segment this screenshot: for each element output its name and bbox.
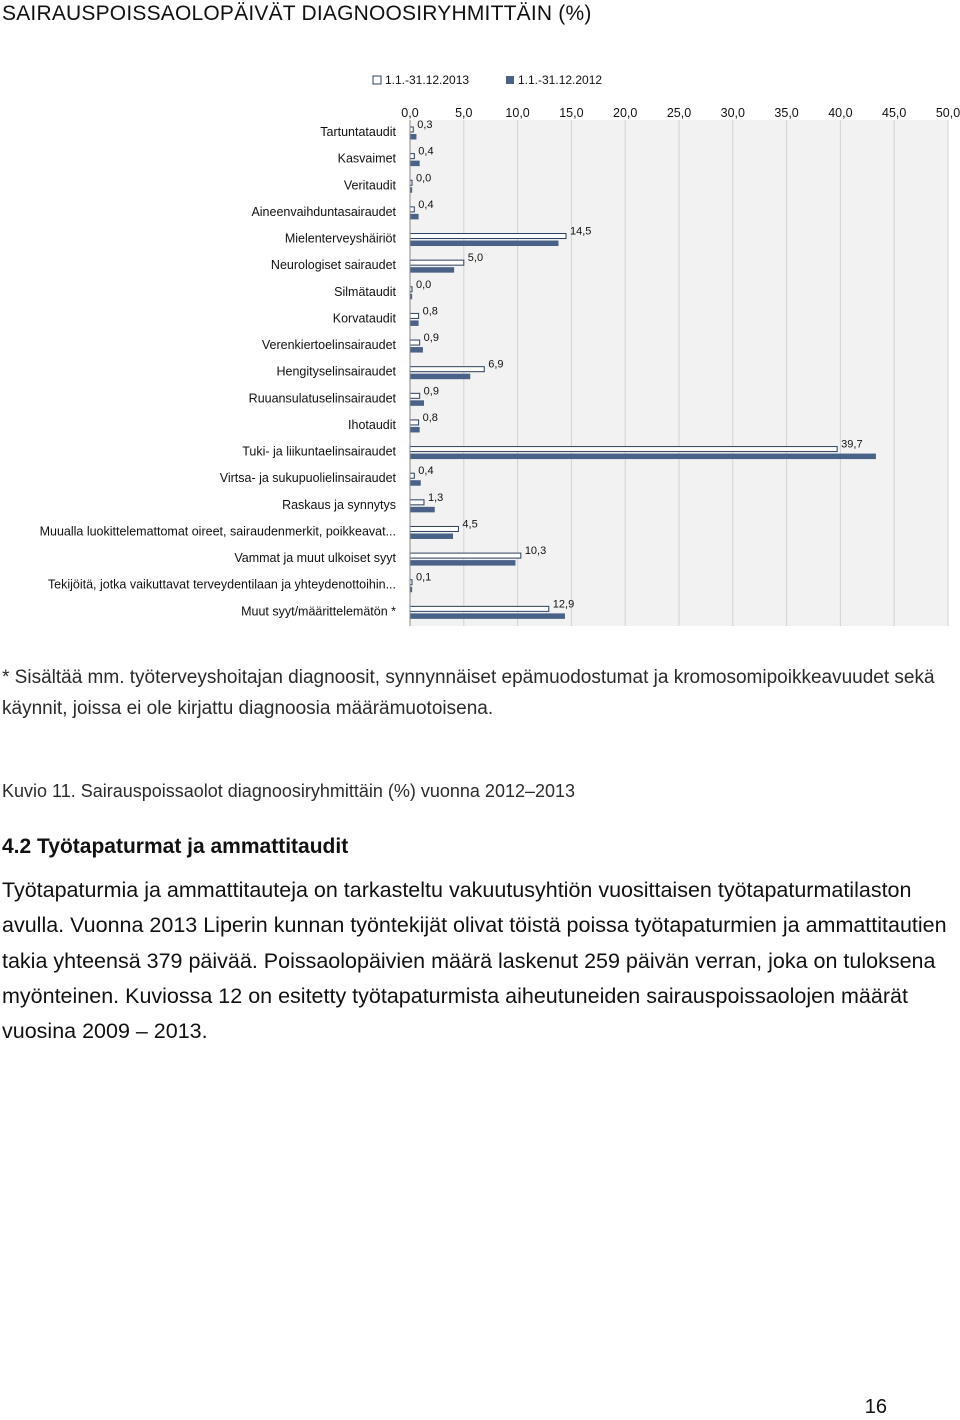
- bar-2013: [410, 447, 837, 452]
- bar-2012: [410, 347, 423, 353]
- bar-2012: [410, 214, 419, 220]
- data-label-2013: 10,3: [524, 545, 547, 558]
- bar-2012: [410, 374, 470, 380]
- data-label-2013: 0,4: [418, 145, 434, 158]
- data-label-2013: 0,0: [416, 278, 432, 291]
- bar-2013: [410, 340, 420, 345]
- category-label: Veritaudit: [343, 178, 396, 193]
- x-tick-label: 50,0: [935, 106, 960, 120]
- category-label: Hengityselinsairaudet: [276, 364, 396, 379]
- category-label: Ihotaudit: [348, 417, 396, 432]
- category-label: Tartuntataudit: [320, 125, 396, 139]
- bar-2012: [410, 560, 515, 566]
- data-label-2013: 0,1: [416, 571, 432, 584]
- bar-2013: [410, 526, 458, 531]
- bar-2013: [410, 393, 420, 398]
- category-label: Vammat ja muut ulkoiset syyt: [234, 551, 396, 566]
- x-tick-label: 10,0: [505, 106, 530, 120]
- bar-2012: [410, 507, 435, 513]
- category-label: Tekijöitä, jotka vaikuttavat terveydentilaan ja yhteydenottoihin...: [47, 577, 396, 592]
- bar-2013: [410, 420, 419, 425]
- data-label-2013: 5,0: [467, 252, 484, 265]
- bar-2012: [410, 427, 420, 433]
- x-tick-label: 0,0: [401, 106, 419, 120]
- bar-2012: [410, 320, 419, 326]
- category-label: Neurologiset sairaudet: [270, 258, 396, 273]
- category-label: Ruuansulatuselinsairaudet: [248, 391, 396, 406]
- category-label: Mielenterveyshäiriöt: [284, 231, 396, 246]
- x-tick-label: 35,0: [774, 106, 799, 120]
- bar-2013: [410, 500, 424, 505]
- bar-2012: [410, 400, 424, 406]
- data-label-2013: 0,4: [418, 465, 434, 478]
- bar-2013: [410, 207, 414, 212]
- bar-2013: [410, 234, 566, 239]
- category-label: Aineenvaihduntasairaudet: [251, 204, 396, 219]
- x-tick-label: 5,0: [455, 106, 473, 120]
- category-label: Silmätaudit: [334, 284, 396, 299]
- x-tick-label: 30,0: [720, 106, 745, 120]
- bar-2012: [410, 267, 454, 273]
- category-label: Tuki- ja liikuntaelinsairaudet: [242, 444, 396, 459]
- bar-2013: [410, 260, 464, 265]
- category-label: Kasvaimet: [337, 151, 396, 166]
- category-label: Muualla luokittelemattomat oireet, sairaudenmerkit, poikkeavat...: [39, 524, 396, 539]
- category-label: Raskaus ja synnytys: [282, 497, 396, 512]
- data-label-2013: 0,8: [422, 411, 438, 424]
- data-label-2013: 12,9: [552, 598, 575, 611]
- x-tick-label: 15,0: [559, 106, 584, 120]
- page-heading: SAIRAUSPOISSAOLOPÄIVÄT DIAGNOOSIRYHMITTÄIN (%): [2, 2, 592, 25]
- section-heading: 4.2 Työtapaturmat ja ammattitaudit: [2, 835, 349, 858]
- body-paragraph: Työtapaturmia ja ammattitauteja on tarkasteltu vakuutusyhtiön vuosittaisen työtapaturmatilaston avulla. Vuonna 2013 Liperin kunnan työntekijät olivat töistä poissa työtapaturmien ja ammattitautien takia yhteensä 379 päivää. Poissaolopäivien määrä laskenut 259 päivän verran, joka on tuloksena myönteinen. Kuviossa 12 on esitetty työtapaturmista aiheutuneiden sairauspoissaolojen määrät vuosina 2009 – 2013.: [2, 878, 947, 1044]
- bar-2013: [410, 154, 414, 159]
- figure-caption: Kuvio 11. Sairauspoissaolot diagnoosiryhmittäin (%) vuonna 2012–2013: [2, 781, 576, 801]
- bar-2012: [410, 454, 876, 460]
- legend-swatch-2013: [373, 76, 381, 84]
- category-label: Verenkiertoelinsairaudet: [261, 338, 396, 353]
- data-label-2013: 0,9: [423, 332, 439, 345]
- bar-2013: [410, 553, 521, 558]
- diagnosis-bar-chart: [0, 66, 960, 632]
- bar-2012: [410, 134, 416, 140]
- data-label-2013: 39,7: [841, 438, 863, 451]
- data-label-2013: 14,5: [570, 225, 592, 238]
- bar-2012: [410, 161, 420, 167]
- data-label-2013: 0,0: [416, 172, 432, 185]
- bar-2012: [410, 480, 421, 486]
- page-number: 16: [864, 1396, 887, 1418]
- data-label-2013: 4,5: [462, 518, 478, 531]
- legend-label-2013: 1.1.-31.12.2013: [385, 73, 470, 87]
- data-label-2013: 0,3: [417, 119, 433, 131]
- legend-label-2012: 1.1.-31.12.2012: [518, 73, 603, 87]
- x-tick-label: 40,0: [828, 106, 853, 120]
- bar-2012: [410, 533, 453, 539]
- bar-2013: [410, 313, 419, 318]
- data-label-2013: 6,9: [488, 358, 504, 371]
- chart-footnote: * Sisältää mm. työterveyshoitajan diagnoosit, synnynnäiset epämuodostumat ja kromosomipoikkeavuudet sekä käynnit, joissa ei ole kirjattu diagnoosia määrämuotoisena.: [2, 667, 935, 719]
- category-label: Muut syyt/määrittelemätön *: [241, 604, 396, 619]
- bar-2012: [410, 241, 558, 247]
- category-label: Virtsa- ja sukupuolielinsairaudet: [219, 471, 396, 486]
- legend-swatch-2012: [506, 76, 514, 84]
- bar-2013: [410, 473, 414, 478]
- data-label-2013: 1,3: [427, 491, 444, 504]
- category-label: Korvataudit: [332, 311, 396, 326]
- data-label-2013: 0,8: [422, 305, 438, 318]
- x-tick-label: 45,0: [882, 106, 907, 120]
- bar-2012: [410, 613, 565, 619]
- data-label-2013: 0,4: [418, 198, 434, 211]
- x-tick-label: 20,0: [613, 106, 638, 120]
- bar-2013: [410, 606, 549, 611]
- bar-2013: [410, 367, 484, 372]
- x-tick-label: 25,0: [666, 106, 692, 120]
- data-label-2013: 0,9: [423, 385, 439, 398]
